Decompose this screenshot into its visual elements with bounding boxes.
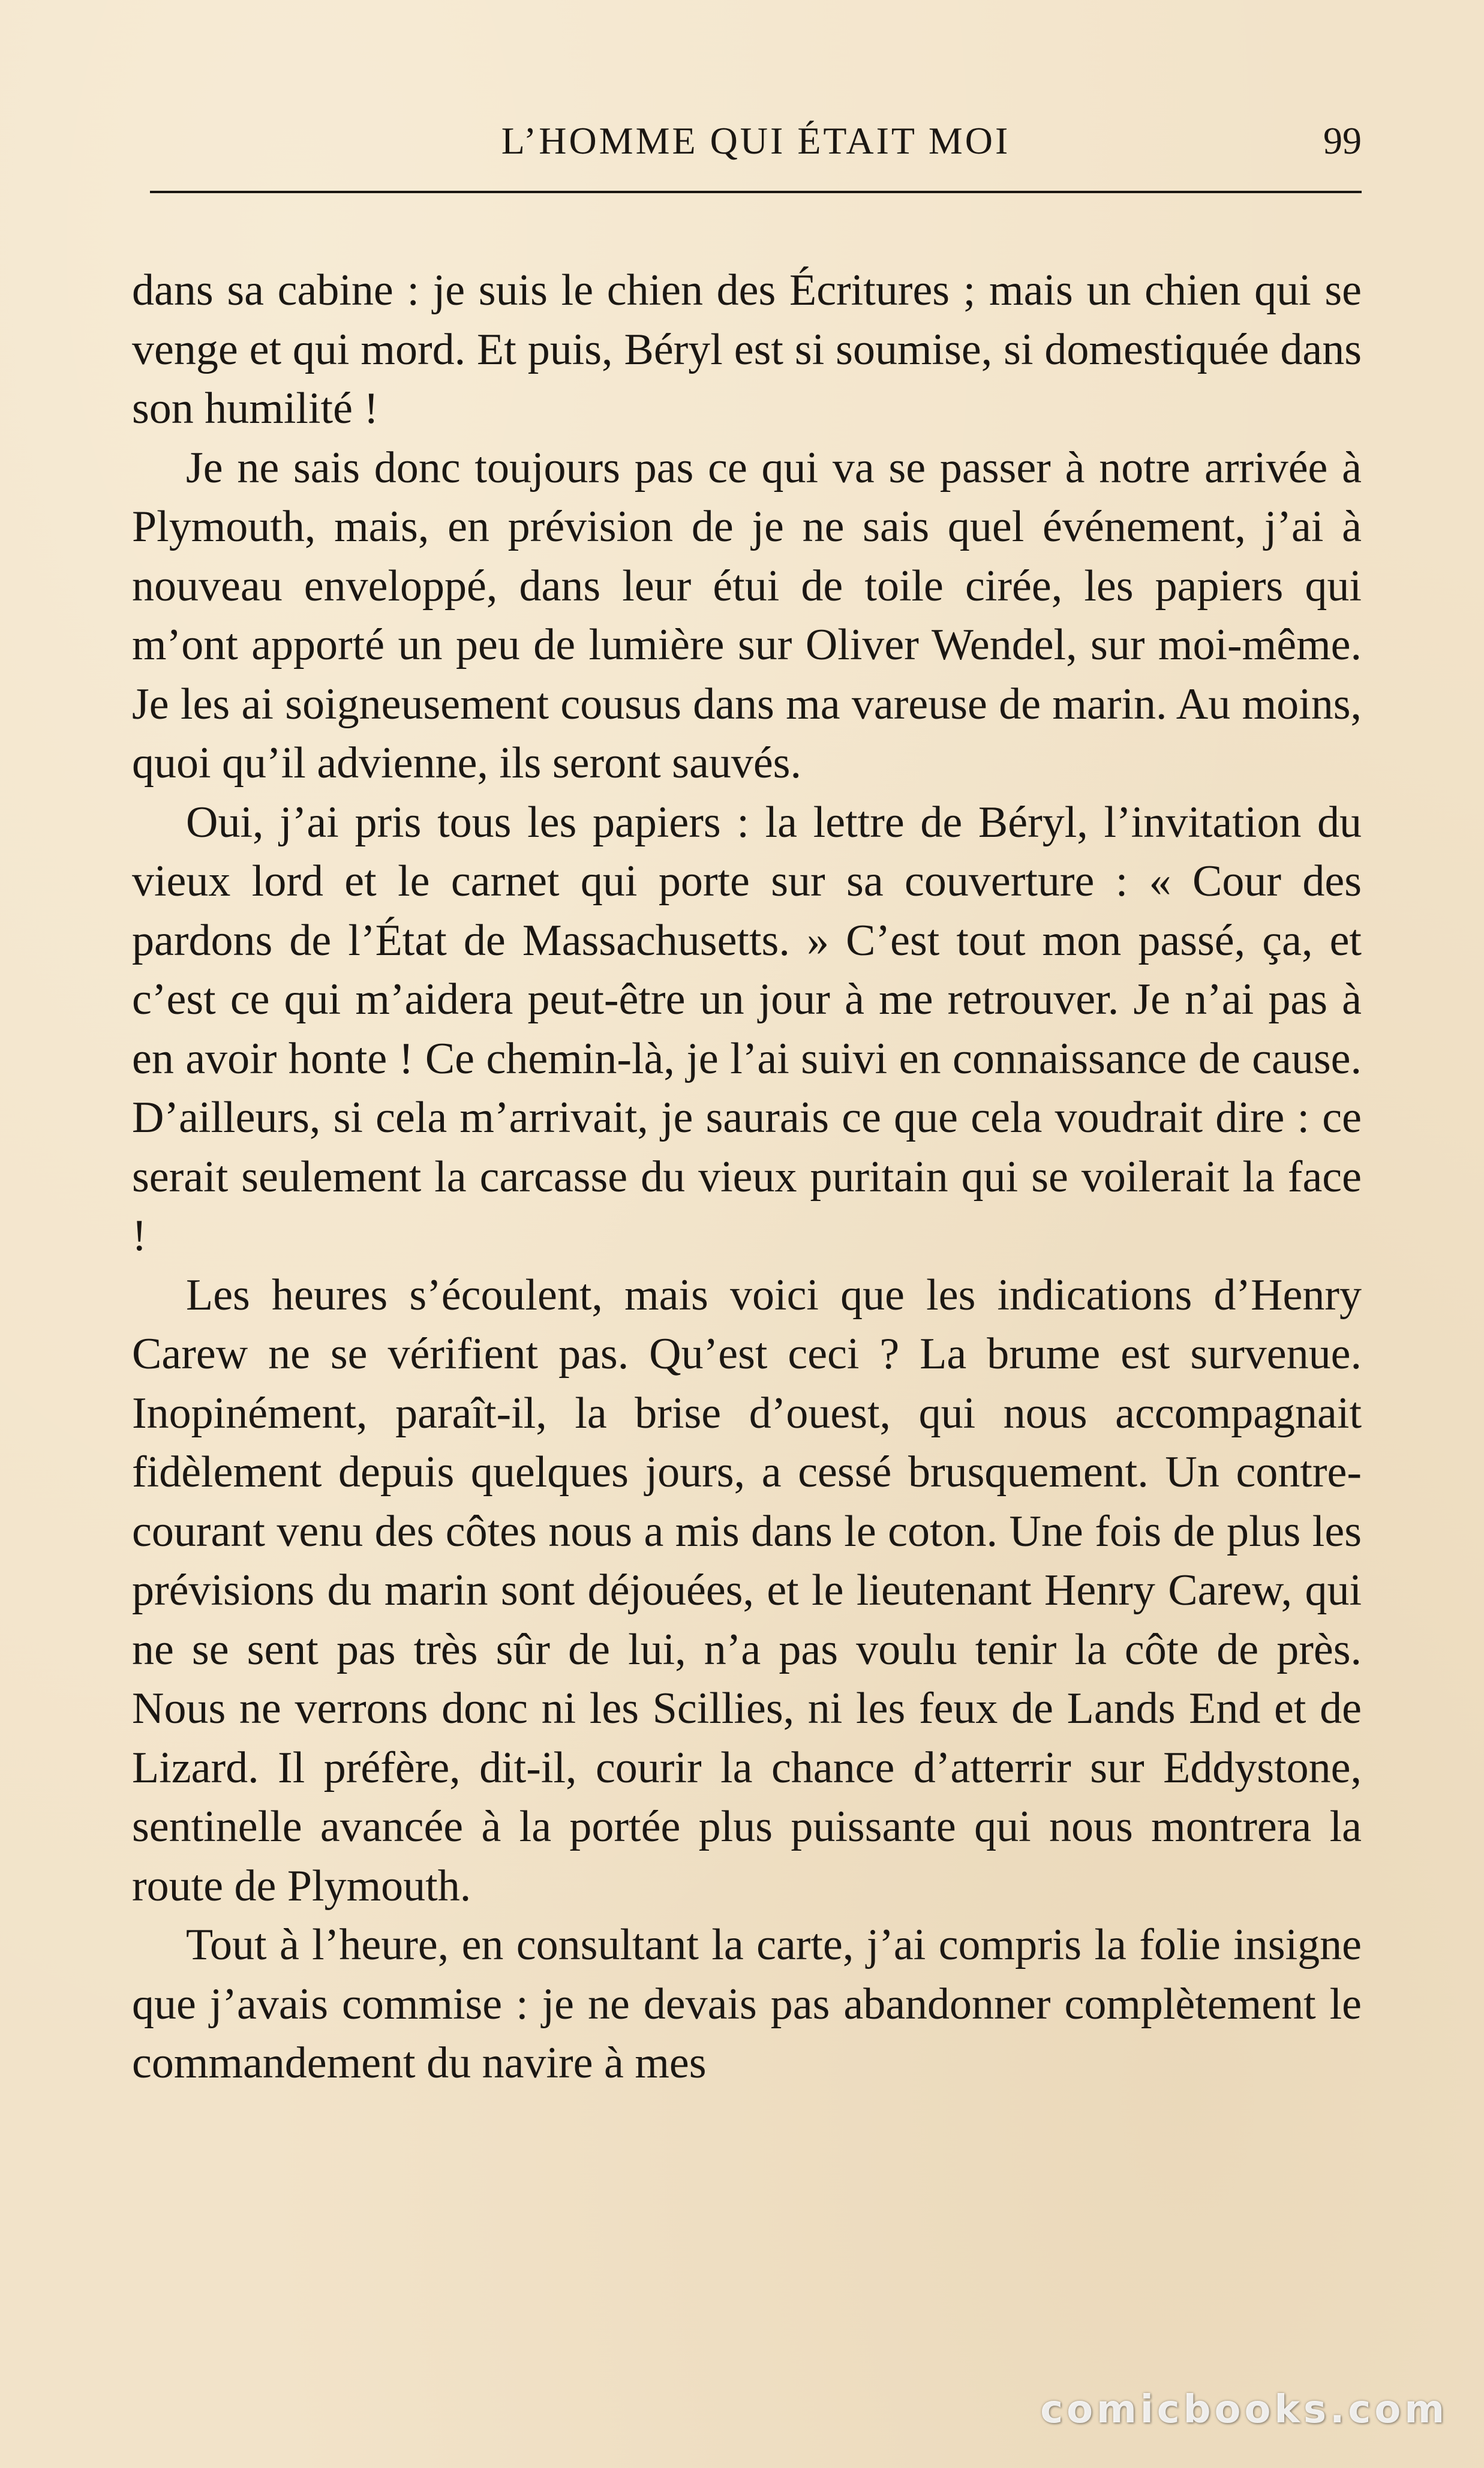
paragraph-4: Les heures s’écoulent, mais voici que les indications d’Henry Carew ne se vérifient pas. Qu’est ceci ? La brume est survenue. Inopinément, paraît-il, la brise d’ouest, qui nous accompagnait fidèlement depuis quelques jours, a cessé brusquement. Un contre-courant venu des côtes nous a mis dans le coton. Une fois de plus les prévisions du marin sont déjouées, et le lieutenant Henry Carew, qui ne se sent pas très sûr de lui, n’a pas voulu tenir la côte de près. Nous ne verrons donc ni les Scillies, ni les feux de Lands End et de Lizard. Il préfère, dit-il, courir la chance d’atterrir sur Eddystone, sentinelle avancée à la portée plus puissante qui nous montrera la route de Plymouth. — [132, 1270, 1362, 1911]
running-head — [150, 114, 1362, 168]
running-title: L’HOMME QUI ÉTAIT MOI — [501, 119, 1011, 162]
paragraph-5: Tout à l’heure, en consultant la carte, j’ai compris la folie insigne que j’avais commise : je ne devais pas abandonner complètement le commandement du navire à mes — [132, 1920, 1362, 2088]
watermark: comicbooks.com — [1040, 2388, 1448, 2432]
page-number: 99 — [1323, 119, 1362, 162]
body-text — [132, 261, 1362, 2093]
paragraph-3: Oui, j’ai pris tous les papiers : la lettre de Béryl, l’invitation du vieux lord et le carnet qui porte sur sa couverture : « Cour des pardons de l’État de Massachusetts. » C’est tout mon passé, ça, et c’est ce qui m’aidera peut-être un jour à me retrouver. Je n’ai pas à en avoir honte ! Ce chemin-là, je l’ai suivi en connaissance de cause. D’ailleurs, si cela m’arrivait, je saurais ce que cela voudrait dire : ce serait seulement la carcasse du vieux puritain qui se voilerait la face ! — [132, 797, 1362, 1260]
paragraph-2: Je ne sais donc toujours pas ce qui va se passer à notre arrivée à Plymouth, mais, en prévision de je ne sais quel événement, j’ai à nouveau enveloppé, dans leur étui de toile cirée, les papiers qui m’ont apporté un peu de lumière sur Oliver Wendel, sur moi-même. Je les ai soigneusement cousus dans ma vareuse de marin. Au moins, quoi qu’il advienne, ils seront sauvés. — [132, 443, 1362, 788]
paragraph-1: dans sa cabine : je suis le chien des Écritures ; mais un chien qui se venge et qui mord. Et puis, Béryl est si soumise, si domestiquée dans son humilité ! — [132, 266, 1362, 433]
header-rule — [150, 191, 1362, 193]
